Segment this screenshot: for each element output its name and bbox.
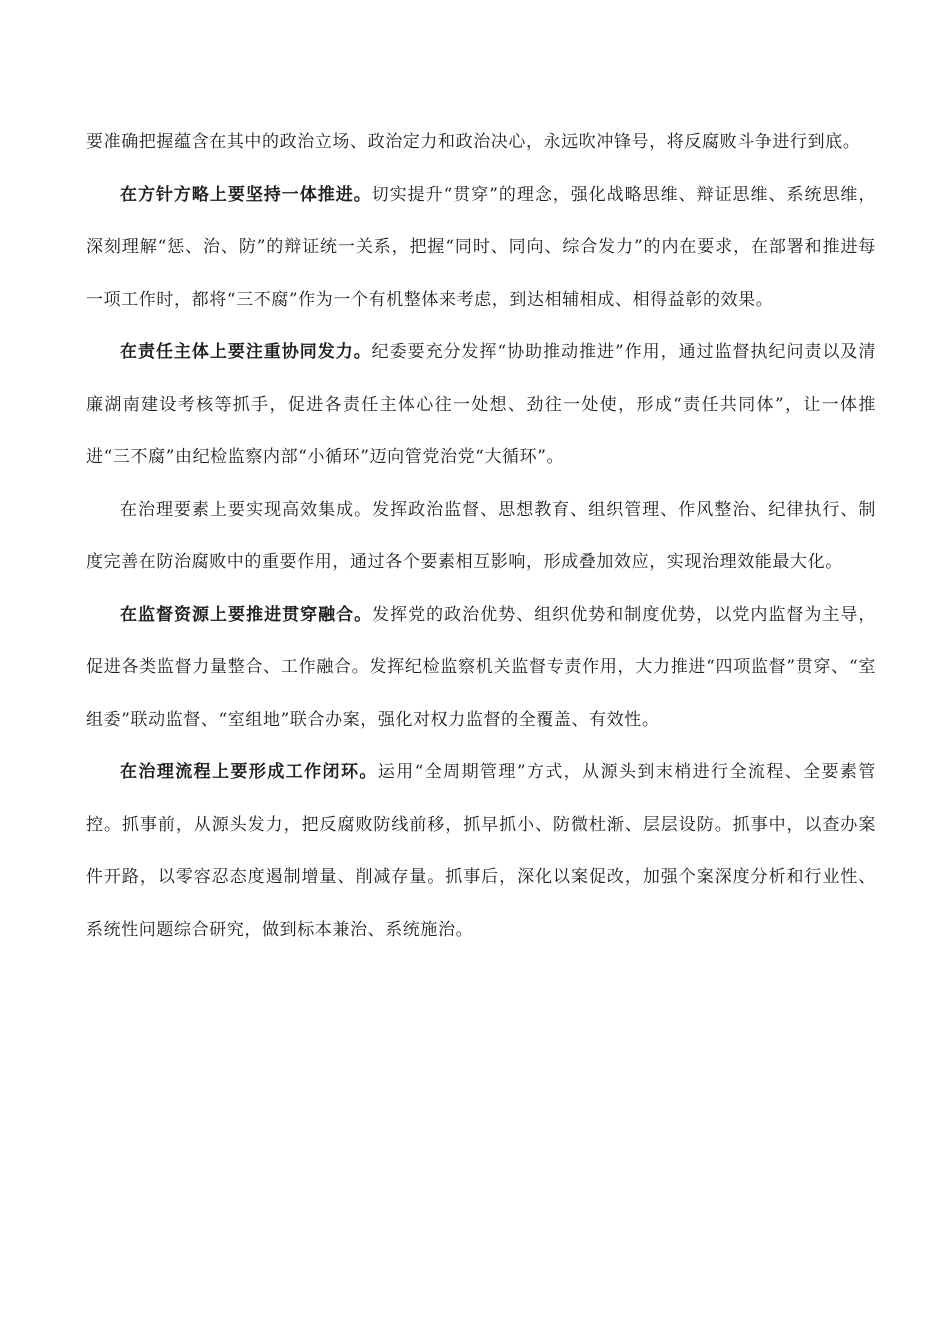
paragraph-6-text: 运用“全周期管理”方式，从源头到末梢进行全流程、全要素管控。抓事前，从源头发力，把反腐败防线前移，抓早抓小、防微杜渐、层层设防。抓事中，以查办案件开路，以零容忍态度遏制增量、削减存量。抓事后，深化以案促改，加强个案深度分析和行业性、系统性问题综合研究，做到标本兼治、系统施治。 <box>86 762 876 940</box>
paragraph-4-text: 在治理要素上要实现高效集成。发挥政治监督、思想教育、组织管理、作风整治、纪律执行、制度完善在防治腐败中的重要作用，通过各个要素相互影响，形成叠加效应，实现治理效能最大化。 <box>86 499 876 572</box>
paragraph-2 <box>86 169 876 327</box>
paragraph-4 <box>86 484 876 589</box>
paragraph-2-lead: 在方针方略上要坚持一体推进。 <box>120 184 372 205</box>
paragraph-3-text: 纪委要充分发挥“协助推动推进”作用，通过监督执纪问责以及清廉湖南建设考核等抓手，促进各责任主体心往一处想、劲往一处使，形成“责任共同体”，让一体推进“三不腐”由纪检监察内部“小循环”迈向管党治党“大循环”。 <box>86 342 876 467</box>
paragraph-6-lead: 在治理流程上要形成工作闭环。 <box>120 762 378 782</box>
paragraph-1-text: 要准确把握蕴含在其中的政治立场、政治定力和政治决心，永远吹冲锋号，将反腐败斗争进行到底。 <box>86 132 861 152</box>
paragraph-5-text: 发挥党的政治优势、组织优势和制度优势，以党内监督为主导，促进各类监督力量整合、工作融合。发挥纪检监察机关监督专责作用，大力推进“四项监督”贯穿、“室组委”联动监督、“室组地”联合办案，强化对权力监督的全覆盖、有效性。 <box>86 604 876 730</box>
paragraph-3 <box>86 326 876 484</box>
paragraph-6 <box>86 746 876 956</box>
paragraph-5-lead: 在监督资源上要推进贯穿融合。 <box>120 604 373 625</box>
paragraph-3-lead: 在责任主体上要注重协同发力。 <box>120 342 372 362</box>
paragraph-2-text: 切实提升“贯穿”的理念，强化战略思维、辩证思维、系统思维，深刻理解“惩、治、防”的辩证统一关系，把握“同时、同向、综合发力”的内在要求，在部署和推进每一项工作时，都将“三不腐”作为一个有机整体来考虑，到达相辅相成、相得益彰的效果。 <box>86 184 876 310</box>
document-body <box>86 116 876 956</box>
paragraph-1 <box>86 116 876 169</box>
paragraph-5 <box>86 589 876 747</box>
